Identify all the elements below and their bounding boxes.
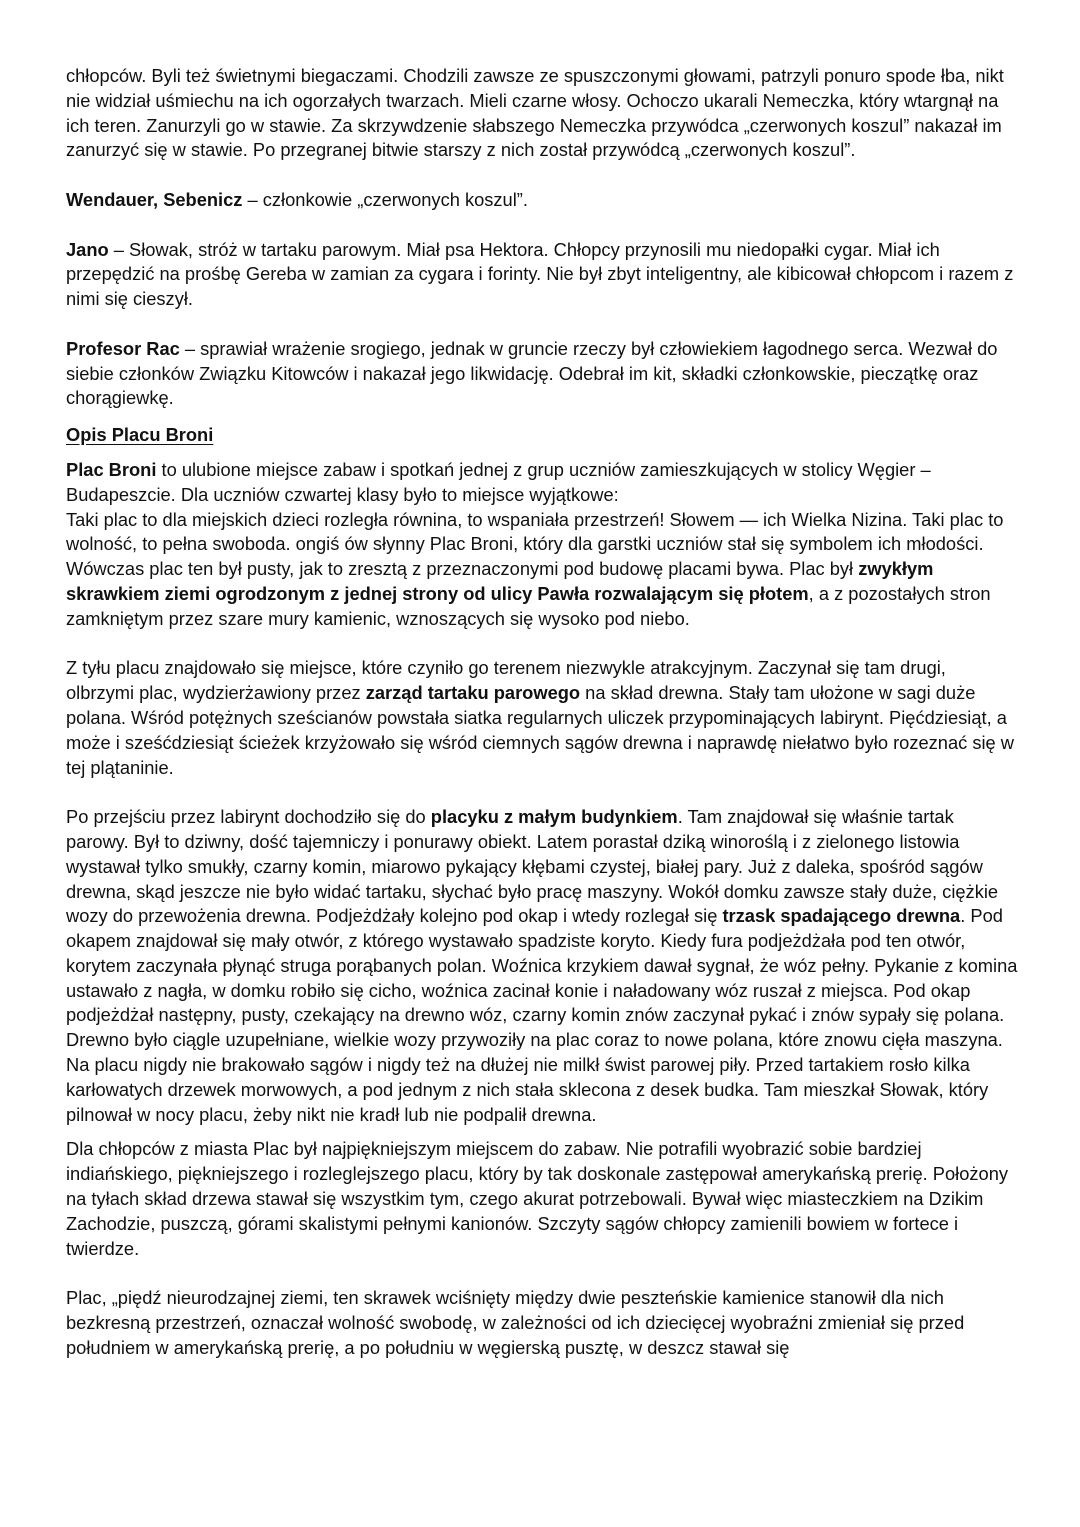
paragraph-jano	[66, 238, 1018, 312]
paragraph-profesor-rac	[66, 337, 1018, 411]
text-run: Taki plac to dla miejskich dzieci rozległa równina, to wspaniała przestrzeń! Słowem — ich Wielka Nizina. Taki plac to wolność, to pełna swoboda. ongiś ów słynny Plac Broni, który dla garstki uczniów stał się symbolem ich młodości. Wówczas plac ten był pusty, jak to zresztą z przeznaczonymi pod budowę placami bywa. Plac był	[66, 508, 1004, 580]
paragraph-sawmill	[66, 805, 1018, 1127]
paragraph-playground: Dla chłopców z miasta Plac był najpiękniejszym miejscem do zabaw. Nie potrafili wyobrazić sobie bardziej indiańskiego, piękniejszego i rozleglejszego placu, który by tak doskonale zastępował amerykańską prerię. Położony na tyłach skład drzewa stawał się wszystkim tym, czego akurat potrzebowali. Bywał więc miasteczkiem na Dzikim Zachodzie, puszczą, górami skalistymi pełnymi kanionów. Szczyty sągów chłopcy zamienili bowiem w fortece i twierdze.	[66, 1138, 1009, 1259]
text-run: . Tam znajdował się właśnie tartak parowy. Był to dziwny, dość tajemniczy i ponurawy obiekt. Latem porastał dziką winoroślą i z zielonego listowia wystawał tylko smukły, czarny komin, miarowo pykający kłębami czystej, białej pary. Już z daleka, spośród sągów drewna, skąd jeszcze nie było widać tartaku, słychać było pracę maszyny. Wokół domku zawsze stały duże, ciężkie wozy do przewożenia drewna. Podjeżdżały kolejno pod okap i wtedy rozlegał się	[66, 806, 999, 927]
text-run: na skład drewna. Stały tam ułożone w sagi duże polana. Wśród potężnych sześcianów powstała siatka regularnych uliczek przypominających labirynt. Pięćdziesiąt, a może i sześćdziesiąt ścieżek krzyżowało się wśród ciemnych sągów drewna i naprawdę niełatwo było rozeznać się w tej plątaninie.	[66, 682, 1014, 778]
character-description: – sprawiał wrażenie srogiego, jednak w gruncie rzeczy był człowiekiem łagodnego serca. Wezwał do siebie członków Związku Kitowców i nakazał jego likwidację. Odebrał im kit, składki członkowskie, pieczątkę oraz chorągiewkę.	[66, 337, 998, 409]
paragraph-plac-broni-intro	[66, 458, 1018, 632]
paragraph-red-shirts: chłopców. Byli też świetnymi biegaczami. Chodzili zawsze ze spuszczonymi głowami, patrzyli ponuro spode łba, nikt nie widział uśmiechu na ich ogorzałych twarzach. Mieli czarne włosy. Ochoczo ukarali Nemeczka, który wtargnął na ich teren. Zanurzyli go w stawie. Za skrzywdzenie słabszego Nemeczka przywódca „czerwonych koszul” nakazał im zanurzyć się w stawie. Po przegranej bitwie starszy z nich został przywódcą „czerwonych koszul”.	[66, 65, 1004, 161]
text-run: Po przejściu przez labirynt dochodziło się do	[66, 806, 431, 828]
text-run: , a z pozostałych stron zamkniętym przez szare mury kamienic, wznoszących się wysoko pod niebo.	[66, 582, 991, 629]
bold-phrase: zwykłym skrawkiem ziemi ogrodzonym z jednej strony od ulicy Pawła rozwalającym się płotem	[66, 558, 934, 604]
bold-phrase: trzask spadającego drewna	[722, 905, 961, 927]
paragraph-quote: Plac, „piędź nieurodzajnej ziemi, ten skrawek wciśnięty między dwie peszteńskie kamienice stanowił dla nich bezkresną przestrzeń, oznaczał wolność swobodę, w zależności od ich dziecięcej wyobraźni zmieniał się przed południem w amerykańską prerię, a po południu w węgierską pusztę, w deszcz stawał się	[66, 1287, 965, 1358]
bold-phrase: placyku z małym budynkiem	[430, 806, 678, 828]
character-description: – członkowie „czerwonych koszul”.	[242, 188, 528, 210]
character-description: – Słowak, stróż w tartaku parowym. Miał psa Hektora. Chłopcy przynosili mu niedopałki cygar. Miał ich przepędzić na prośbę Gereba w zamian za cygara i forinty. Nie był zbyt inteligentny, ale kibicował chłopcom i razem z nimi się cieszył.	[66, 238, 1014, 310]
text-run: Z tyłu placu znajdowało się miejsce, które czyniło go terenem niezwykle atrakcyjnym. Zaczynał się tam drugi, olbrzymi plac, wydzierżawiony przez	[66, 657, 946, 704]
bold-phrase: zarząd tartaku parowego	[365, 682, 581, 704]
paragraph-wendauer-sebenicz	[66, 188, 1018, 213]
character-name: Jano	[66, 238, 109, 260]
character-name: Profesor Rac	[66, 337, 180, 359]
paragraph-lumber-yard	[66, 656, 1018, 780]
section-heading: Opis Placu Broni	[66, 424, 214, 446]
text-run: . Pod okapem znajdował się mały otwór, z którego wystawało spadziste koryto. Kiedy fura podjeżdżała pod ten otwór, korytem zaczynała płynąć struga porąbanych polan. Woźnica krzykiem dawał sygnał, że wóz pełny. Pykanie z komina ustawało z nagła, w domku robiło się cicho, woźnica zacinał konie i naładowany wóz ruszał z miejsca. Pod okap podjeżdżał następny, pusty, czekający na drewno wóz, czarny komin znów zaczynał pykać i znów sypały się polana. Drewno było ciągle uzupełniane, wielkie wozy przywoziły na plac coraz to nowe polana, które znowu cięła maszyna. Na placu nigdy nie brakowało sągów i nigdy też na dłużej nie milkł świst parowej piły. Przed tartakiem rosło kilka karłowatych drzewek morwowych, a pod jednym z nich stała sklecona z desek budka. Tam mieszkał Słowak, który pilnował w nocy placu, żeby nikt nie kradł lub nie podpalił drewna.	[66, 905, 1018, 1125]
character-name: Wendauer, Sebenicz	[66, 188, 243, 210]
bold-phrase: Plac Broni	[66, 458, 157, 480]
text-run: to ulubione miejsce zabaw i spotkań jednej z grup uczniów zamieszkujących w stolicy Węgier – Budapeszcie. Dla uczniów czwartej klasy było to miejsce wyjątkowe:	[66, 458, 931, 505]
